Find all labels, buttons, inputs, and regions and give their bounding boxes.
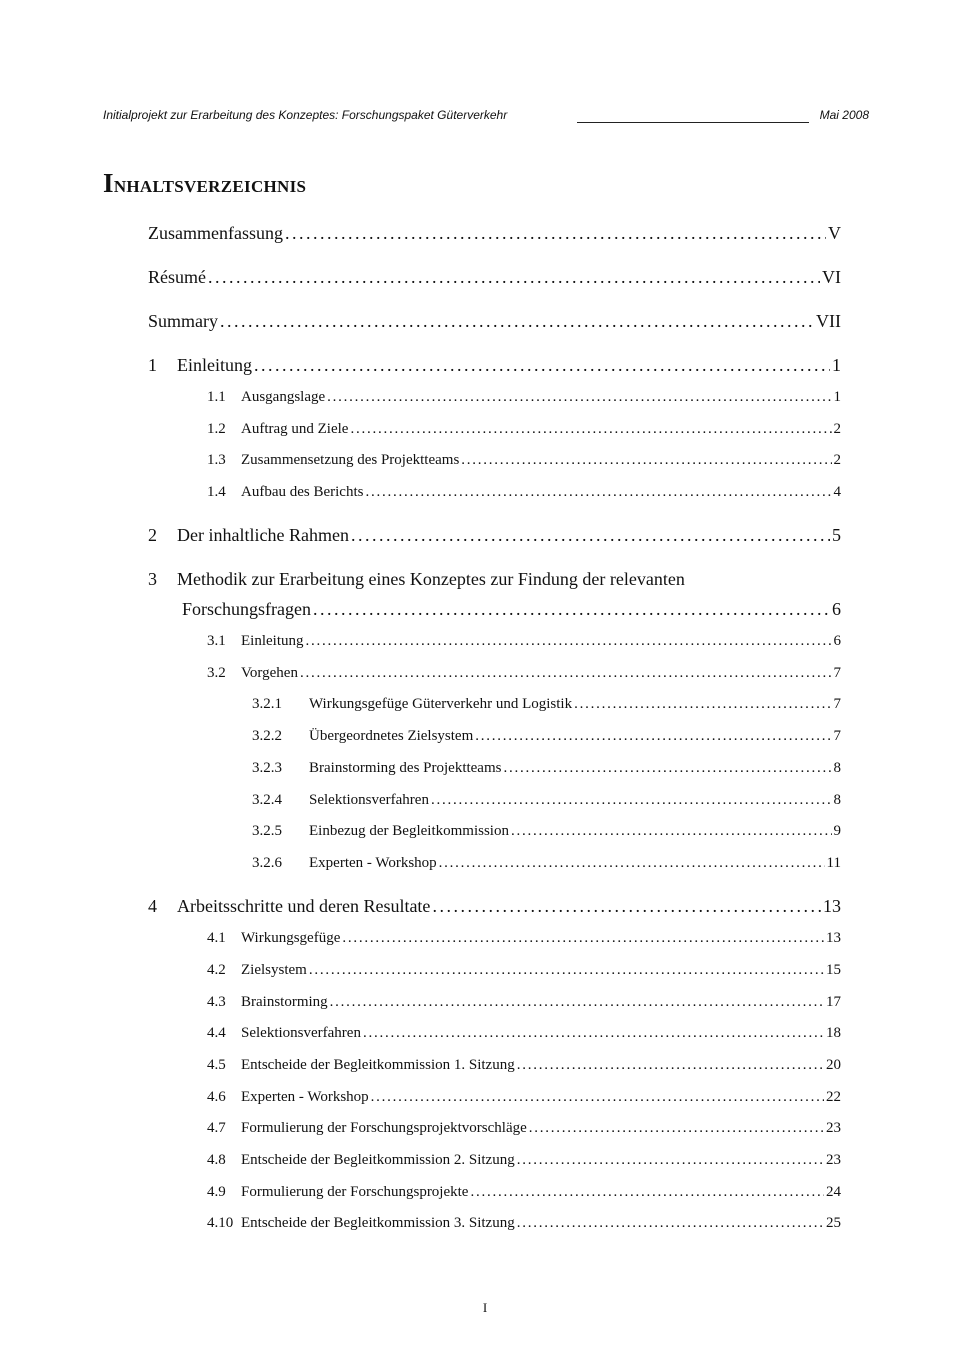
toc-leader-dots (511, 823, 832, 840)
toc-leader-dots (350, 421, 831, 438)
toc-entry-page: 2 (833, 421, 841, 437)
toc-entry-title: Brainstorming des Projektteams (309, 760, 502, 776)
toc-entry-title: Der inhaltliche Rahmen (177, 525, 349, 545)
toc-entry-page: 8 (833, 792, 841, 808)
toc-leader-dots (517, 1215, 824, 1232)
toc-entry-number: 1.3 (207, 452, 226, 468)
toc-entry-number: 4.7 (207, 1120, 226, 1136)
toc-entry-title: Arbeitsschritte und deren Resultate (177, 896, 431, 916)
toc-entry[interactable] (148, 223, 841, 244)
toc-leader-dots (517, 1057, 824, 1074)
toc-entry[interactable] (207, 1120, 841, 1137)
toc-entry-title: Methodik zur Erarbeitung eines Konzeptes zur Findung der relevanten (177, 569, 685, 589)
toc-entry-number: 3.2.4 (252, 792, 282, 808)
toc-heading: INHALTSVERZEICHNIS (103, 168, 307, 198)
toc-leader-dots (330, 994, 824, 1011)
toc-entry-page: 18 (826, 1025, 841, 1041)
toc-entry-number: 4.2 (207, 962, 226, 978)
page-number: I (482, 1300, 488, 1315)
toc-entry-page: 6 (833, 633, 841, 649)
toc-entry-number: 4.3 (207, 994, 226, 1010)
toc-leader-dots (327, 389, 831, 406)
toc-entry-page: 6 (832, 599, 841, 619)
toc-entry-title: Einleitung (241, 633, 304, 649)
toc-entry[interactable] (207, 633, 841, 650)
toc-leader-dots (475, 728, 831, 745)
toc-entry[interactable] (207, 1025, 841, 1042)
toc-entry-number: 4 (148, 896, 157, 916)
toc-entry-page: 15 (826, 962, 841, 978)
toc-entry-title: Entscheide der Begleitkommission 2. Sitzung (241, 1152, 515, 1168)
toc-leader-dots (363, 1025, 824, 1042)
toc-entry[interactable] (252, 728, 841, 745)
toc-entry-number: 3.2 (207, 665, 226, 681)
toc-entry[interactable] (207, 421, 841, 438)
toc-entry-title: Summary (148, 311, 218, 331)
toc-entry-number: 4.6 (207, 1089, 226, 1105)
toc-entry-title: Experten - Workshop (309, 855, 437, 871)
toc-leader-dots (300, 665, 832, 682)
toc-leader-dots (285, 223, 826, 244)
toc-entry[interactable] (148, 311, 841, 332)
toc-entry-number: 4.4 (207, 1025, 226, 1041)
toc-entry-title: Übergeordnetes Zielsystem (309, 728, 474, 744)
toc-entry-title: Selektionsverfahren (309, 792, 429, 808)
toc-entry-page: 11 (826, 855, 841, 871)
toc-leader-dots (313, 599, 830, 620)
toc-entry-number: 4.9 (207, 1184, 226, 1200)
toc-leader-dots (342, 930, 824, 947)
toc-entry-number: 4.5 (207, 1057, 226, 1073)
toc-entry-title: Wirkungsgefüge Güterverkehr und Logistik (309, 696, 573, 712)
toc-entry[interactable] (148, 569, 841, 590)
toc-entry-page: 8 (833, 760, 841, 776)
toc-entry[interactable] (252, 696, 841, 713)
toc-leader-dots (254, 355, 830, 376)
toc-entry-page: 9 (833, 823, 841, 839)
toc-entry[interactable] (148, 525, 841, 546)
toc-entry-number: 1.1 (207, 389, 226, 405)
toc-entry-page: 1 (832, 355, 841, 375)
toc-entry[interactable] (207, 484, 841, 501)
toc-entry-page: 13 (823, 896, 841, 916)
toc-entry[interactable] (148, 267, 841, 288)
toc-entry[interactable] (207, 994, 841, 1011)
toc-entry-number: 4.10 (207, 1215, 234, 1231)
toc-entry-page: VII (816, 311, 841, 331)
toc-entry-number: 4.8 (207, 1152, 226, 1168)
toc-leader-dots (431, 792, 832, 809)
toc-entry[interactable] (207, 389, 841, 406)
toc-entry-number: 3.2.1 (252, 696, 282, 712)
toc-entry[interactable] (252, 823, 841, 840)
header-date: Mai 2008 (819, 108, 869, 122)
toc-entry-title: Zusammenfassung (148, 223, 283, 243)
toc-entry-page: V (828, 223, 841, 243)
toc-entry[interactable] (207, 452, 841, 469)
toc-entry-page: 7 (833, 728, 841, 744)
toc-entry-number: 1.2 (207, 421, 226, 437)
toc-leader-dots (439, 855, 825, 872)
toc-entry[interactable] (207, 1184, 841, 1201)
toc-entry-page: 7 (833, 696, 841, 712)
toc-entry-page: 2 (833, 452, 841, 468)
toc-entry-title: Einleitung (177, 355, 252, 375)
toc-entry-page: 1 (833, 389, 841, 405)
toc-entry-number: 2 (148, 525, 157, 545)
toc-entry-page: 7 (833, 665, 841, 681)
toc-entry[interactable] (207, 930, 841, 947)
toc-leader-dots (461, 452, 831, 469)
toc-leader-dots (529, 1120, 824, 1137)
toc-entry-number: 3.1 (207, 633, 226, 649)
toc-entry-number: 1.4 (207, 484, 226, 500)
toc-entry-title: Selektionsverfahren (241, 1025, 361, 1041)
toc-entry-page: 22 (826, 1089, 841, 1105)
toc-entry-title: Vorgehen (241, 665, 298, 681)
toc-entry-number: 4.1 (207, 930, 226, 946)
toc-leader-dots (574, 696, 831, 713)
toc-entry-number: 3.2.3 (252, 760, 282, 776)
toc-leader-dots (309, 962, 824, 979)
toc-entry-number: 3.2.5 (252, 823, 282, 839)
toc-entry[interactable] (252, 792, 841, 809)
toc-entry-title: Formulierung der Forschungsprojekte (241, 1184, 469, 1200)
toc-entry[interactable] (252, 760, 841, 777)
toc-leader-dots (365, 484, 831, 501)
toc-entry-page: VI (822, 267, 841, 287)
toc-entry[interactable] (207, 1215, 841, 1232)
toc-entry-title: Auftrag und Ziele (241, 421, 349, 437)
toc-entry-title: Forschungsfragen (182, 599, 311, 619)
toc-leader-dots (351, 525, 830, 546)
toc-entry-page: 20 (826, 1057, 841, 1073)
toc-entry-number: 1 (148, 355, 157, 375)
toc-entry-page: 23 (826, 1152, 841, 1168)
toc-leader-dots (306, 633, 832, 650)
toc-entry[interactable] (207, 665, 841, 682)
toc-entry[interactable] (207, 1152, 841, 1169)
toc-entry-title: Experten - Workshop (241, 1089, 369, 1105)
toc-entry[interactable] (207, 1089, 841, 1106)
toc-entry-title: Résumé (148, 267, 206, 287)
toc-leader-dots (208, 267, 820, 288)
toc-entry-continuation[interactable] (182, 599, 841, 620)
toc-leader-dots (220, 311, 814, 332)
toc-entry[interactable] (148, 355, 841, 376)
toc-entry-page: 24 (826, 1184, 841, 1200)
toc-entry-title: Entscheide der Begleitkommission 1. Sitzung (241, 1057, 515, 1073)
toc-entry-page: 5 (832, 525, 841, 545)
toc-entry-page: 13 (826, 930, 841, 946)
toc-entry[interactable] (207, 962, 841, 979)
toc-entry-title: Wirkungsgefüge (241, 930, 341, 946)
toc-entry[interactable] (207, 1057, 841, 1074)
toc-entry-page: 17 (826, 994, 841, 1010)
toc-entry-page: 25 (826, 1215, 841, 1231)
toc-entry[interactable] (252, 855, 841, 872)
toc-leader-dots (432, 896, 821, 917)
toc-entry-page: 23 (826, 1120, 841, 1136)
toc-entry-number: 3.2.6 (252, 855, 282, 871)
toc-entry-title: Ausgangslage (241, 389, 326, 405)
toc-leader-dots (503, 760, 831, 777)
toc-leader-dots (371, 1089, 824, 1106)
toc-leader-dots (470, 1184, 824, 1201)
toc-entry-title: Zielsystem (241, 962, 307, 978)
toc-entry-title: Einbezug der Begleitkommission (309, 823, 509, 839)
header-title: Initialprojekt zur Erarbeitung des Konzeptes: Forschungspaket Güterverkehr (103, 108, 508, 122)
toc-entry-title: Entscheide der Begleitkommission 3. Sitzung (241, 1215, 515, 1231)
toc-entry-number: 3.2.2 (252, 728, 282, 744)
toc-entry-title: Formulierung der Forschungsprojektvorschläge (241, 1120, 527, 1136)
toc-entry-title: Aufbau des Berichts (241, 484, 364, 500)
toc-entry-page: 4 (833, 484, 841, 500)
toc-leader-dots (517, 1152, 824, 1169)
toc-entry-title: Brainstorming (241, 994, 328, 1010)
toc-entry-number: 3 (148, 569, 157, 589)
toc-entry[interactable] (148, 896, 841, 917)
toc-entry-title: Zusammensetzung des Projektteams (241, 452, 460, 468)
